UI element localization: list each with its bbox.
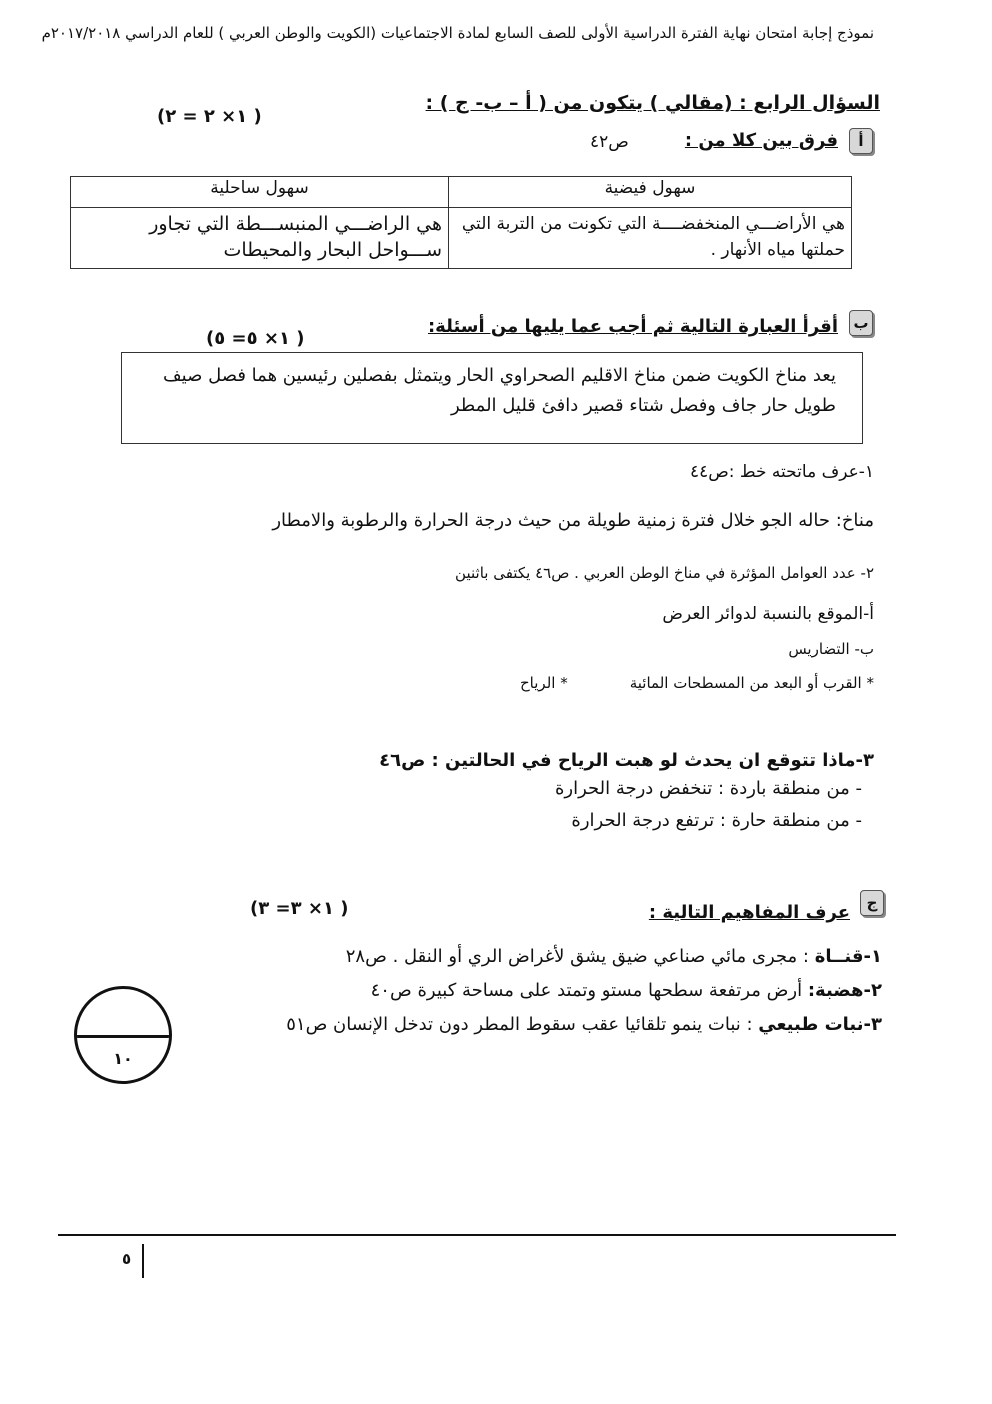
wind-answer: - من منطقة باردة : تنخفض درجة الحرارة — [554, 778, 862, 799]
part-b-prompt: أقرأ العبارة التالية ثم أجب عما يليها من أسئلة: — [427, 316, 838, 337]
part-c-prompt: عرف المفاهيم التالية : — [648, 902, 850, 923]
comparison-table — [70, 176, 852, 269]
part-b-question-2: ٢- عدد العوامل المؤثرة في مناخ الوطن العربي . ص٤٦ يكتفى باثنين — [455, 564, 874, 582]
table-header-flood-plains: سهول فيضية — [449, 177, 852, 208]
part-c-label: ج — [860, 890, 884, 916]
part-b-question-1: ١-عرف ماتحته خط :ص٤٤ — [689, 462, 874, 482]
document-header: نموذج إجابة امتحان نهاية الفترة الدراسية الأولى للصف السابع لمادة الاجتماعيات (الكويت والوطن العربي ) للعام الدراسي ٢٠١٧/٢٠١٨م — [41, 24, 874, 42]
part-b-label: ب — [849, 310, 873, 336]
part-c-mark: ( ١× ٣= ٣) — [250, 898, 349, 919]
reading-passage-box — [121, 352, 863, 444]
part-b-question-3: ٣-ماذا تتوقع ان يحدث لو هبت الرياح في الحالتين : ص٤٦ — [379, 750, 874, 771]
factor-item: أ-الموقع بالنسبة لدوائر العرض — [662, 604, 874, 624]
part-a-page-ref: ص٤٢ — [590, 132, 629, 152]
part-a-prompt: فرق بين كلا من : — [684, 130, 838, 151]
score-divider — [77, 1035, 169, 1038]
question-4-mark: ( ١× ٢ = ٢) — [157, 106, 262, 127]
part-b-answer-1: مناخ: حاله الجو خلال فترة زمنية طويلة من حيث درجة الحرارة والرطوبة والامطار — [272, 510, 874, 531]
factor-item: * الرياح — [520, 674, 568, 692]
factor-item: ب- التضاريس — [788, 640, 874, 658]
reading-passage: يعد مناخ الكويت ضمن مناخ الاقليم الصحراوي الحار ويتمثل بفصلين رئيسين هما فصل صيف طويل حار جاف وفصل شتاء قصير دافئ قليل المطر — [163, 365, 836, 416]
table-cell-coastal-plains: هي الراضـــي المنبســـطة التي تجاور ســـواحل البحار والمحيطات — [71, 208, 449, 269]
part-a-label: أ — [849, 128, 873, 154]
question-4-title: السؤال الرابع : (مقالي ) يتكون من ( أ – ب- ج ) : — [425, 92, 880, 114]
table-header-coastal-plains: سهول ساحلية — [71, 177, 449, 208]
definition-item: ٣-نبات طبيعي : نبات ينمو تلقائيا عقب سقوط المطر دون تدخل الإنسان ص٥١ — [286, 1014, 882, 1035]
definition-item: ٢-هضبة: أرض مرتفعة سطحها مستو وتمتد على مساحة كبيرة ص٤٠ — [370, 980, 882, 1001]
footer-divider — [142, 1244, 144, 1278]
table-cell-flood-plains: هي الأراضـــي المنخفضــــة التي تكونت من التربة التي حملتها مياه الأنهار . — [449, 208, 852, 269]
definition-item: ١-قنــاة : مجرى مائي صناعي ضيق يشق لأغراض الري أو النقل . ص٢٨ — [345, 946, 882, 967]
wind-answer: - من منطقة حارة : ترتفع درجة الحرارة — [571, 810, 862, 831]
part-b-mark: ( ١× ٥= ٥) — [206, 328, 305, 349]
page-number: ٥ — [122, 1250, 132, 1268]
factor-item: * القرب أو البعد من المسطحات المائية — [629, 674, 874, 692]
score-total: ١٠ — [113, 1049, 133, 1068]
score-circle — [74, 986, 172, 1084]
footer-rule — [58, 1234, 896, 1236]
